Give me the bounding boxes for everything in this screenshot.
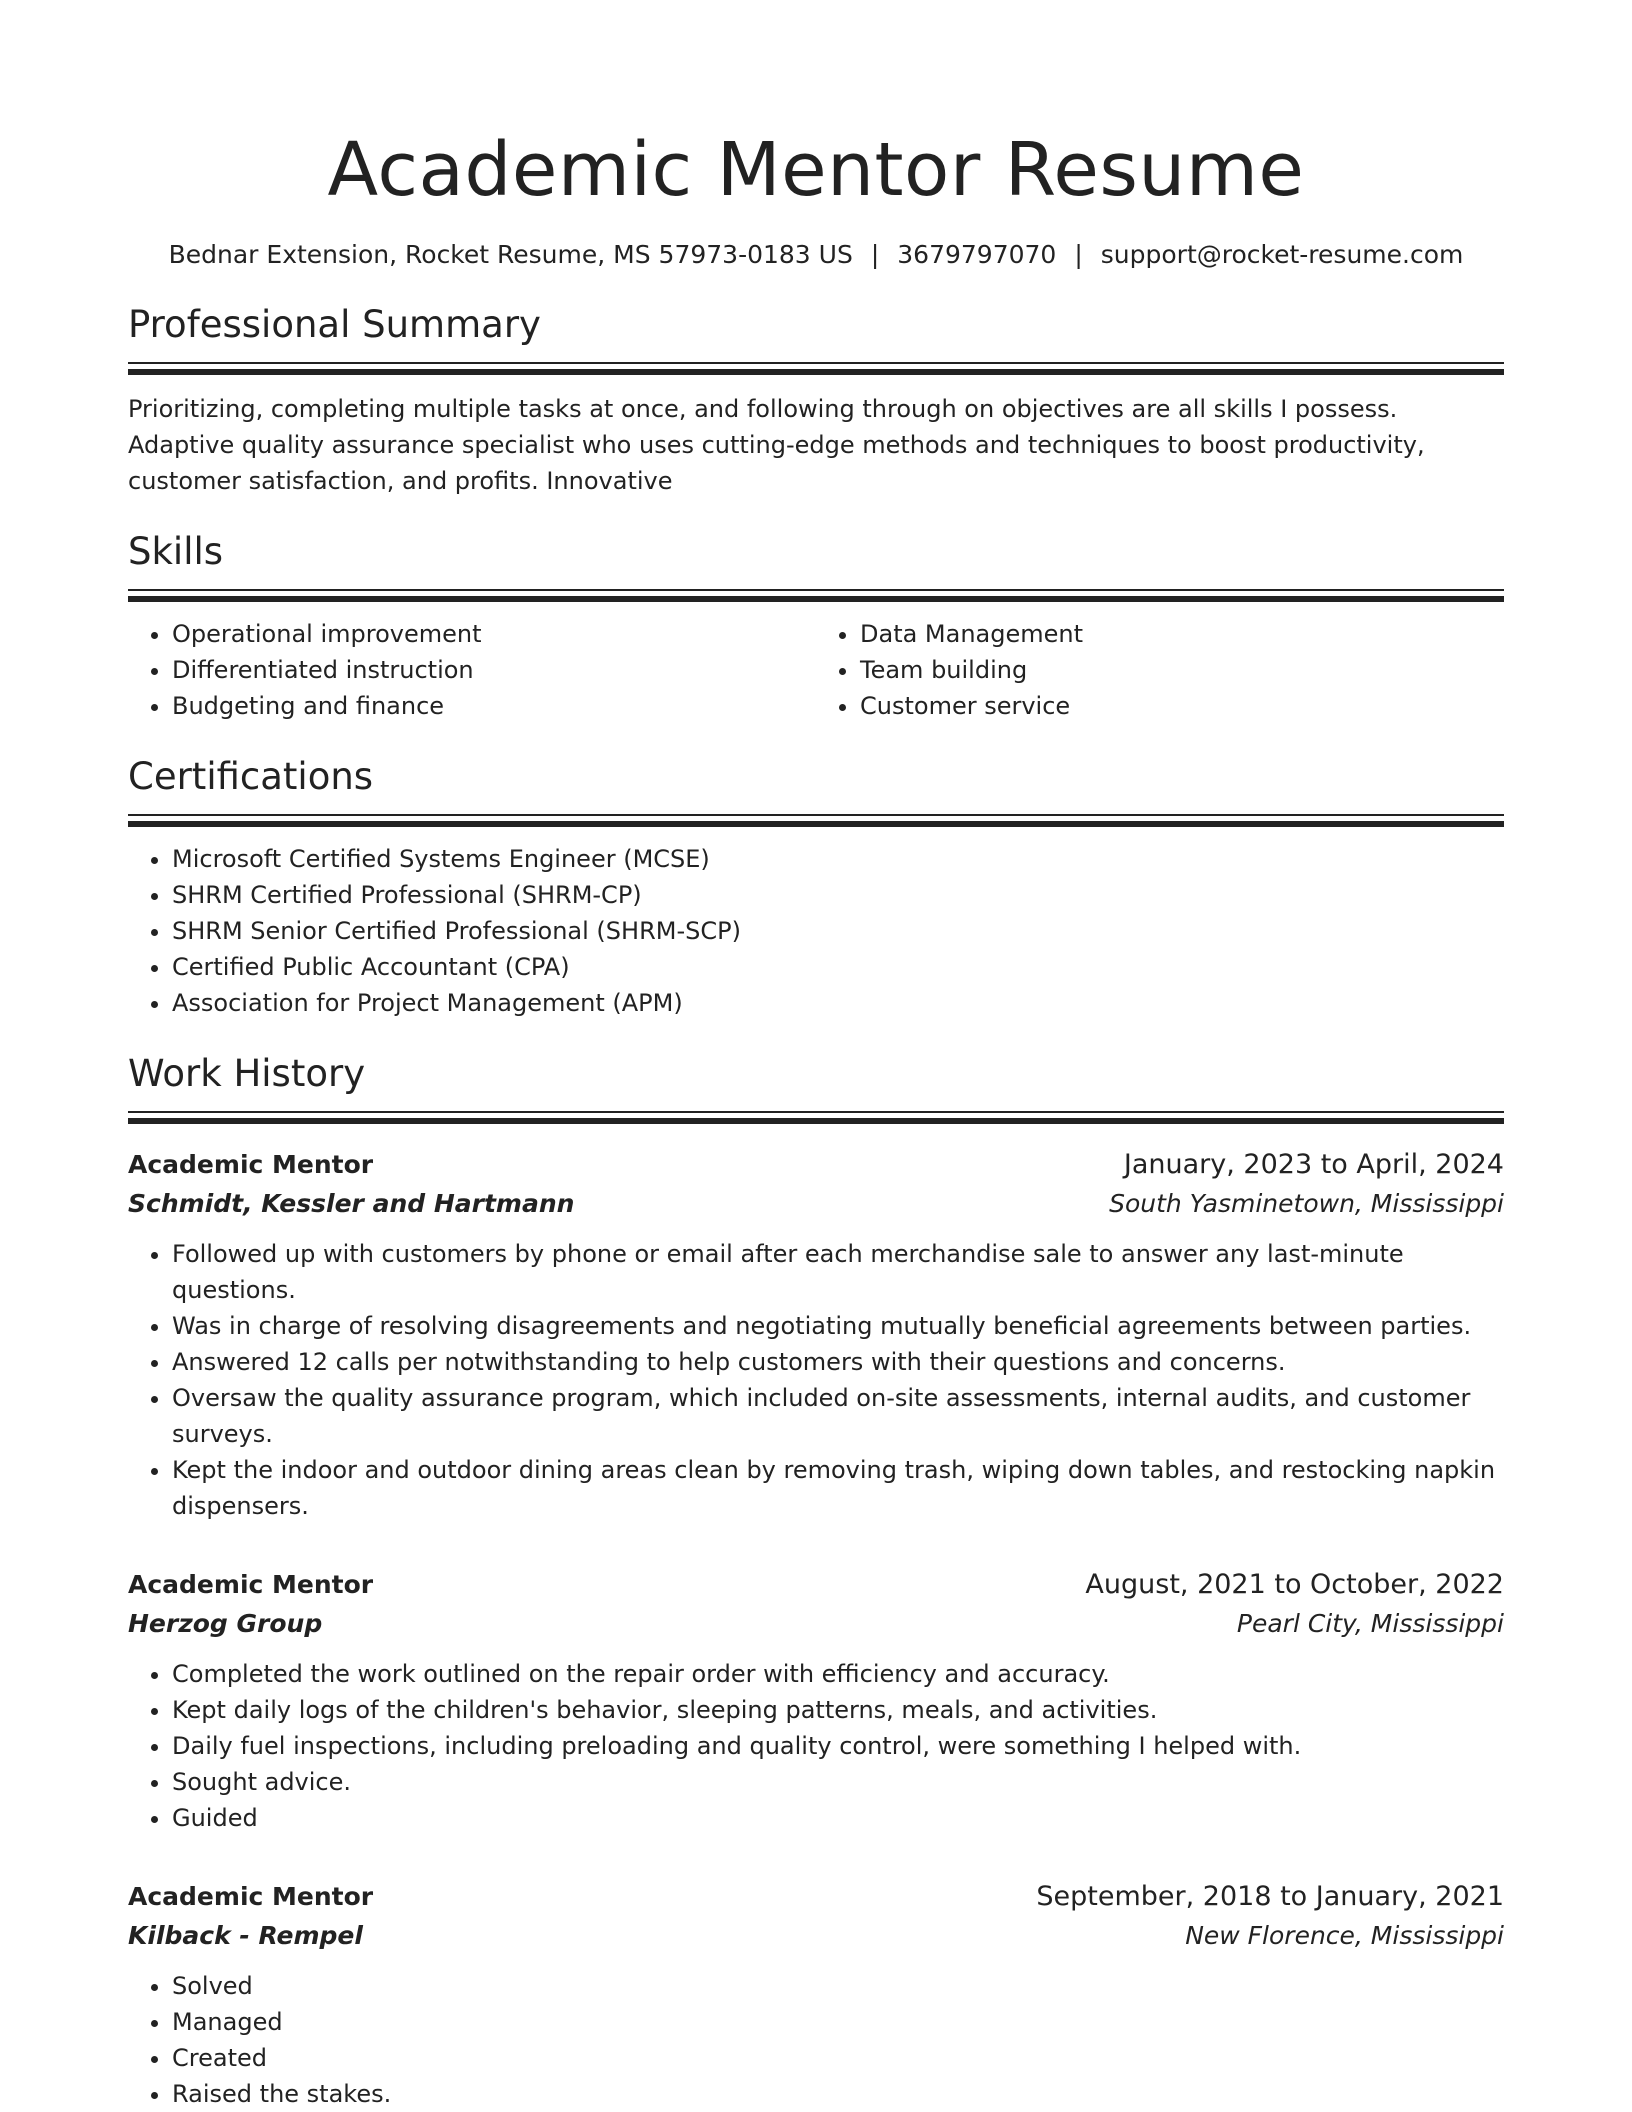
- job-header-row: [128, 1146, 1504, 1184]
- work-history-section: [128, 1049, 1504, 2112]
- job-bullet: • Daily fuel inspections, including preloading and quality control, were something I helped with.: [172, 1728, 1504, 1764]
- job-bullet: • Created: [172, 2040, 1504, 2076]
- job-title: Academic Mentor: [128, 1570, 374, 1599]
- job-bullet: • Managed: [172, 2004, 1504, 2040]
- skill-item: • Data Management: [860, 616, 1504, 652]
- skill-item: • Customer service: [860, 688, 1504, 724]
- job-title: Academic Mentor: [128, 1150, 374, 1179]
- job-bullet: • Oversaw the quality assurance program, which included on-site assessments, internal audits, and customer surveys.: [172, 1380, 1504, 1452]
- contact-email: support@rocket-resume.com: [1100, 240, 1464, 269]
- skill-item: • Operational improvement: [172, 616, 816, 652]
- contact-phone: 3679797070: [897, 240, 1057, 269]
- skills-section: [128, 527, 1504, 724]
- job-bullet: • Raised the stakes.: [172, 2076, 1504, 2112]
- contact-separator: |: [1074, 240, 1083, 269]
- skill-item: • Differentiated instruction: [172, 652, 816, 688]
- certification-item: • Certified Public Accountant (CPA): [172, 949, 1504, 985]
- skills-heading: Skills: [128, 530, 224, 573]
- job-company: Kilback - Rempel: [128, 1921, 363, 1950]
- job-bullet: • Sought advice.: [172, 1764, 1504, 1800]
- certification-item: • Association for Project Management (APM): [172, 985, 1504, 1021]
- job-bullets: [128, 1968, 1504, 2112]
- section-divider: [128, 362, 1504, 375]
- job-dates: August, 2021 to October, 2022: [1085, 1569, 1504, 1600]
- certification-item: • SHRM Senior Certified Professional (SHRM-SCP): [172, 913, 1504, 949]
- job-company-row: [128, 1184, 1504, 1224]
- section-divider: [128, 814, 1504, 827]
- job-bullet: • Kept daily logs of the children's behavior, sleeping patterns, meals, and activities.: [172, 1692, 1504, 1728]
- job-location: New Florence, Mississippi: [1185, 1921, 1504, 1950]
- certifications-heading: Certifications: [128, 755, 374, 798]
- job-header-row: [128, 1566, 1504, 1604]
- job-company: Schmidt, Kessler and Hartmann: [128, 1189, 575, 1218]
- job-bullets: [128, 1236, 1504, 1524]
- job-bullet: • Kept the indoor and outdoor dining areas clean by removing trash, wiping down tables, and restocking napkin dispensers.: [172, 1452, 1504, 1524]
- job-location: South Yasminetown, Mississippi: [1109, 1189, 1504, 1218]
- job-bullet: • Answered 12 calls per notwithstanding to help customers with their questions and concerns.: [172, 1344, 1504, 1380]
- summary-heading: Professional Summary: [128, 303, 541, 346]
- job-bullet: • Guided: [172, 1800, 1504, 1836]
- job-bullets: [128, 1656, 1504, 1836]
- job-bullet: • Completed the work outlined on the repair order with efficiency and accuracy.: [172, 1656, 1504, 1692]
- certification-item: • Microsoft Certified Systems Engineer (MCSE): [172, 841, 1504, 877]
- certification-item: • SHRM Certified Professional (SHRM-CP): [172, 877, 1504, 913]
- job-bullet: • Solved: [172, 1968, 1504, 2004]
- summary-section: [128, 300, 1504, 499]
- work-history-heading: Work History: [128, 1052, 366, 1095]
- job-entry: [128, 1566, 1504, 1836]
- skill-item: • Budgeting and finance: [172, 688, 816, 724]
- job-dates: January, 2023 to April, 2024: [1123, 1149, 1504, 1180]
- certifications-list: [128, 841, 1504, 1021]
- section-divider: [128, 589, 1504, 602]
- summary-text: Prioritizing, completing multiple tasks at once, and following through on objectives are all skills I possess. Adaptive quality assurance specialist who uses cutting-edge methods and techniques to boost productivity, customer satisfaction, and profits. Innovative: [128, 395, 1425, 495]
- contact-separator: |: [870, 240, 880, 269]
- job-company: Herzog Group: [128, 1609, 323, 1638]
- certifications-section: [128, 752, 1504, 1021]
- job-header-row: [128, 1878, 1504, 1916]
- skills-list-left: [128, 616, 816, 724]
- skill-item: • Team building: [860, 652, 1504, 688]
- job-dates: September, 2018 to January, 2021: [1036, 1881, 1504, 1912]
- section-divider: [128, 1111, 1504, 1124]
- job-entry: [128, 1878, 1504, 2112]
- job-bullet: • Was in charge of resolving disagreements and negotiating mutually beneficial agreements between parties.: [172, 1308, 1504, 1344]
- job-location: Pearl City, Mississippi: [1236, 1609, 1504, 1638]
- skills-grid: [128, 602, 1504, 724]
- contact-line: [128, 238, 1504, 272]
- job-entry: [128, 1146, 1504, 1524]
- skills-list-right: [816, 616, 1504, 724]
- contact-address: Bednar Extension, Rocket Resume, MS 57973-0183 US: [168, 240, 853, 269]
- job-title: Academic Mentor: [128, 1882, 374, 1911]
- job-company-row: [128, 1916, 1504, 1956]
- resume-title: Academic Mentor Resume: [327, 127, 1305, 213]
- job-company-row: [128, 1604, 1504, 1644]
- job-bullet: • Followed up with customers by phone or email after each merchandise sale to answer any last-minute questions.: [172, 1236, 1504, 1308]
